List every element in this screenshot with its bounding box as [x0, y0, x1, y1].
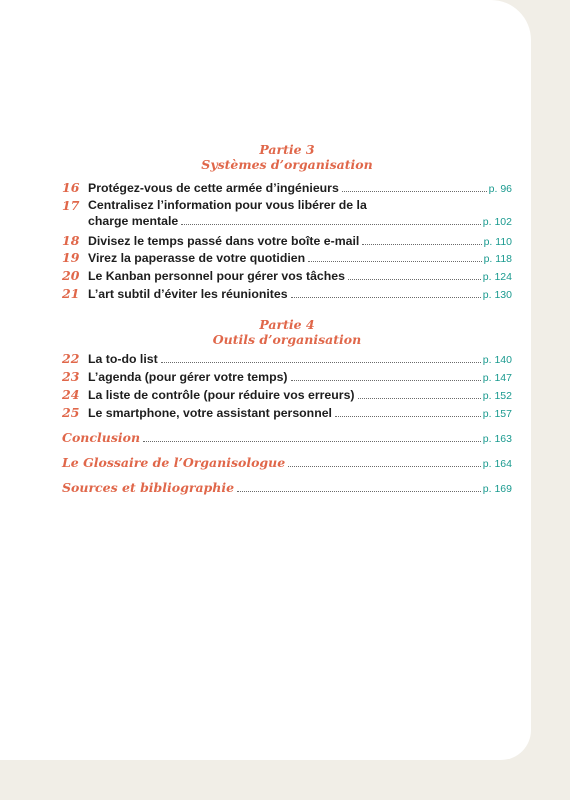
dot-leader	[143, 440, 481, 442]
chapter-title: Le Kanban personnel pour gérer vos tâches	[88, 269, 345, 283]
chapter-number: 24	[62, 387, 80, 402]
dot-leader	[291, 379, 481, 381]
page-number: p. 102	[482, 216, 512, 228]
page-number: p. 124	[482, 271, 512, 283]
chapter-number: 17	[62, 198, 80, 213]
part3-heading	[62, 143, 512, 172]
toc-entry[interactable]	[62, 250, 512, 265]
page-number: p. 110	[483, 236, 512, 248]
page-number: p. 118	[483, 253, 512, 265]
chapter-title: Virez la paperasse de votre quotidien	[88, 251, 306, 265]
toc-entry[interactable]	[62, 369, 512, 384]
page-number: p. 157	[482, 408, 512, 420]
part3-label: Partie 3	[259, 142, 315, 157]
section-title: Le Glossaire de l’Organisologue	[62, 455, 286, 470]
chapter-number: 20	[62, 268, 80, 283]
toc-entry[interactable]	[62, 268, 512, 283]
page-number: p. 163	[482, 433, 512, 445]
toc-entry[interactable]	[62, 198, 512, 228]
chapter-number: 21	[62, 286, 80, 301]
chapter-title: Divisez le temps passé dans votre boîte e-mail	[88, 234, 360, 248]
page-number: p. 164	[482, 458, 512, 470]
chapter-title-line1: Centralisez l’information pour vous libérer de la	[88, 198, 367, 212]
chapter-title: Protégez-vous de cette armée d’ingénieurs	[88, 181, 339, 195]
dot-leader	[161, 361, 481, 363]
chapter-number: 23	[62, 369, 80, 384]
chapter-number: 22	[62, 351, 80, 366]
part4-heading	[62, 318, 512, 347]
section-title: Conclusion	[62, 430, 141, 445]
dot-leader	[335, 415, 481, 417]
part4-label: Partie 4	[259, 317, 315, 332]
dot-leader	[358, 397, 481, 399]
toc-entry[interactable]	[62, 286, 512, 301]
dot-leader	[181, 223, 481, 225]
toc-entry[interactable]	[62, 233, 512, 248]
part3-title: Systèmes d’organisation	[201, 156, 373, 172]
toc-entry[interactable]	[62, 387, 512, 402]
page-number: p. 147	[482, 372, 512, 384]
page-number: p. 130	[482, 289, 512, 301]
toc-section-glossary[interactable]	[62, 455, 512, 470]
toc-section-sources[interactable]	[62, 480, 512, 495]
dot-leader	[308, 260, 481, 262]
chapter-title: Le smartphone, votre assistant personnel	[88, 406, 332, 420]
dot-leader	[362, 243, 481, 245]
chapter-title: La liste de contrôle (pour réduire vos erreurs)	[88, 388, 355, 402]
dot-leader	[288, 465, 481, 467]
toc-entry[interactable]	[62, 180, 512, 195]
dot-leader	[237, 490, 481, 492]
section-title: Sources et bibliographie	[62, 480, 235, 495]
page-number: p. 140	[482, 354, 512, 366]
dot-leader	[342, 190, 487, 192]
chapter-title: La to-do list	[88, 352, 158, 366]
toc-entry[interactable]	[62, 405, 512, 420]
page-number: p. 152	[482, 390, 512, 402]
chapter-title: L’art subtil d’éviter les réunionites	[88, 287, 288, 301]
chapter-title: L’agenda (pour gérer votre temps)	[88, 370, 288, 384]
chapter-number: 18	[62, 233, 80, 248]
part4-title: Outils d’organisation	[212, 331, 362, 347]
dot-leader	[291, 296, 481, 298]
toc-entry[interactable]	[62, 351, 512, 366]
page-number: p. 169	[482, 483, 512, 495]
toc-section-conclusion[interactable]	[62, 430, 512, 445]
chapter-number: 19	[62, 250, 80, 265]
chapter-title-line2: charge mentale	[88, 214, 179, 228]
chapter-number: 25	[62, 405, 80, 420]
dot-leader	[348, 278, 481, 280]
chapter-number: 16	[62, 180, 80, 195]
page-number: p. 96	[488, 183, 512, 195]
